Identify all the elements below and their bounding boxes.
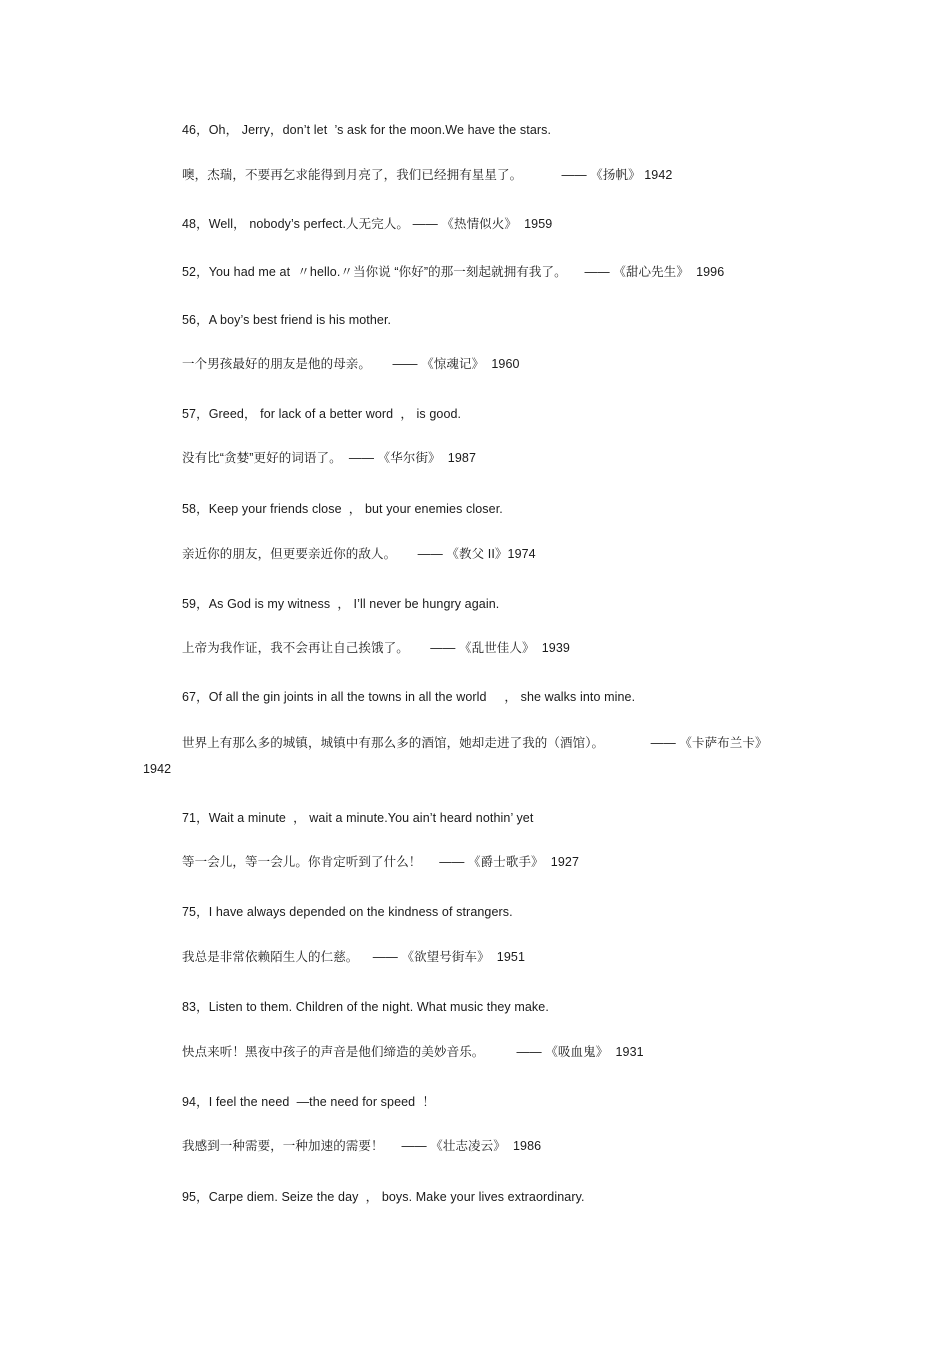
quote-46-english: 46，Oh， Jerry，don’t let ’s ask for the moon.We have the stars. <box>182 123 552 137</box>
quote-57-chinese: 没有比“贪婪”更好的词语了。 —— 《华尔街》 1987 <box>182 451 476 465</box>
quote-59-chinese: 上帝为我作证，我不会再让自己挨饿了。 —— 《乱世佳人》 1939 <box>182 641 570 655</box>
quote-75-chinese: 我总是非常依赖陌生人的仁慈。 —— 《欲望号街车》 1951 <box>182 950 526 964</box>
quote-46-chinese: 噢，杰瑞，不要再乞求能得到月亮了，我们已经拥有星星了。 —— 《扬帆》 1942 <box>182 168 673 182</box>
quote-94-english: 94，I feel the need —the need for speed ！ <box>182 1095 435 1109</box>
quote-71-chinese: 等一会儿，等一会儿。你肯定听到了什么！ —— 《爵士歌手》 1927 <box>182 855 579 869</box>
quote-58-chinese: 亲近你的朋友，但更要亲近你的敌人。 —— 《教父 II》1974 <box>182 547 536 561</box>
quote-59-english: 59，As God is my witness ， I’ll never be hungry again. <box>182 597 500 611</box>
quote-48: 48，Well， nobody’s perfect.人无完人。 —— 《热情似火》 1959 <box>182 217 553 231</box>
quote-67-english: 67，Of all the gin joints in all the towns in all the world ， she walks into mine. <box>182 690 636 704</box>
quote-58-english: 58，Keep your friends close ， but your enemies closer. <box>182 502 503 516</box>
quote-67-year: 1942 <box>143 762 172 776</box>
quote-71-english: 71，Wait a minute ， wait a minute.You ain’t heard nothin’ yet <box>182 811 534 825</box>
quote-94-chinese: 我感到一种需要，一种加速的需要！ —— 《壮志凌云》 1986 <box>182 1139 542 1153</box>
quote-83-english: 83，Listen to them. Children of the night. What music they make. <box>182 1000 549 1014</box>
quote-56-chinese: 一个男孩最好的朋友是他的母亲。 —— 《惊魂记》 1960 <box>182 357 520 371</box>
quote-95-english: 95，Carpe diem. Seize the day ， boys. Make your lives extraordinary. <box>182 1190 585 1204</box>
quote-56-english: 56，A boy’s best friend is his mother. <box>182 313 392 327</box>
quote-83-chinese: 快点来听！黑夜中孩子的声音是他们缔造的美妙音乐。 —— 《吸血鬼》 1931 <box>182 1045 644 1059</box>
quote-67-chinese: 世界上有那么多的城镇，城镇中有那么多的酒馆，她却走进了我的（酒馆）。 —— 《卡萨布兰卡》 <box>182 736 768 750</box>
quote-52: 52，You had me at 〃hello.〃当你说 “你好”的那一刻起就拥有我了。 —— 《甜心先生》 1996 <box>182 265 725 279</box>
quote-57-english: 57，Greed， for lack of a better word ， is good. <box>182 407 462 421</box>
quote-75-english: 75，I have always depended on the kindness of strangers. <box>182 905 513 919</box>
